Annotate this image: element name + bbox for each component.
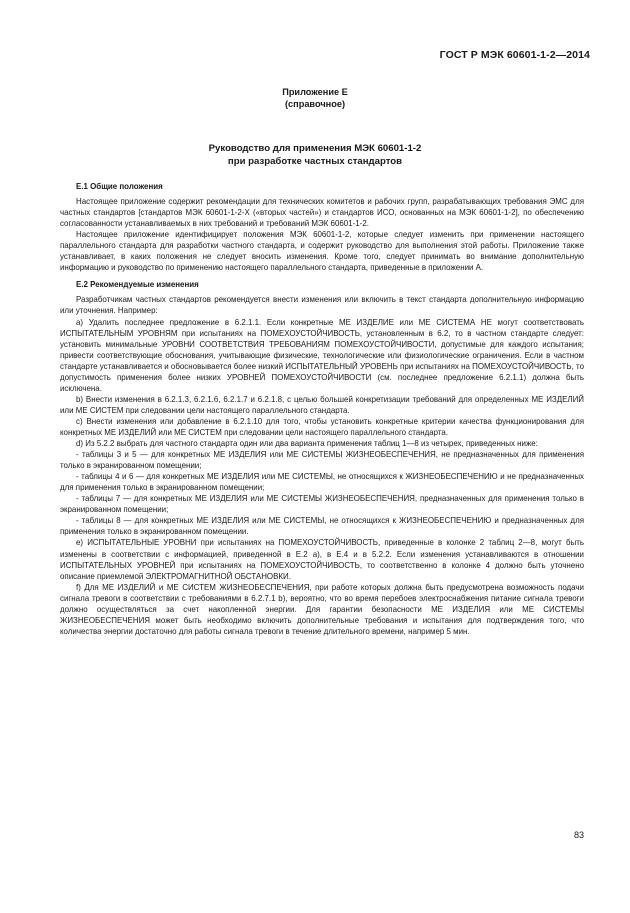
paragraph: Разработчикам частных стандартов рекомендуется внести изменения или включить в текст стандарта дополнительную информацию или уточнения. Например: [60,295,584,316]
section-heading-e2: Е.2 Рекомендуемые изменения [76,280,199,290]
document-code: ГОСТ Р МЭК 60601-1-2—2014 [439,49,590,61]
annex-title: Приложение Е [282,87,348,97]
list-item-f: f) Для МЕ ИЗДЕЛИЙ и МЕ СИСТЕМ ЖИЗНЕОБЕСПЕЧЕНИЯ, при работе которых должна быть предусмотрена возможность подачи сигнала тревоги в соответствии с требованиями в 6.2.7.1 b), вероятно, что во время перебоев электроснабжения питание сигнала тревоги должно осуществляться за счет накопленной энергии. Для гарантии безопасности МЕ ИЗДЕЛИЯ или МЕ СИСТЕМЫ ЖИЗНЕОБЕСПЕЧЕНИЯ может быть необходимо включить дополнительные требования и испытания для подтверждения того, что количества энергии достаточно для работы сигнала тревоги в течение длительного времени, например 5 мин. [60,582,584,636]
annex-heading-line-1: Руководство для применения МЭК 60601-1-2 [208,143,422,154]
annex-heading-line-2: при разработке частных стандартов [227,156,403,167]
document-body [60,181,584,637]
list-item-d: d) Из 5.2.2 выбрать для частного стандарта один или два варианта применения таблиц 1—8 из четырех, приведенных ниже: [76,439,538,449]
list-item-c: с) Внести изменения или добавление в 6.2.1.10 для того, чтобы установить конкретные критерии качества функционирования для конкретных МЕ ИЗДЕЛИЙ или МЕ СИСТЕМ при следовании цели настоящего параллельного стандарта. [60,416,584,437]
paragraph: Настоящее приложение содержит рекомендации для технических комитетов и рабочих групп, разрабатывающих требования ЭМС для частных стандартов [стандартов МЭК 60601-1-2-Х («вторых частей») и стандартов ИСО, основанных на МЭК 60601-1-2], по обеспечению согласованности устанавливаемых в них требований и требований МЭК 60601-1-2. [60,197,584,229]
page-number: 83 [573,830,584,840]
list-subitem: - таблицы 7 — для конкретных МЕ ИЗДЕЛИЯ или МЕ СИСТЕМЫ ЖИЗНЕОБЕСПЕЧЕНИЯ, предназначенных для применения только в экранированном помещении; [60,494,584,515]
list-subitem: - таблицы 8 — для конкретных МЕ ИЗДЕЛИЯ или МЕ СИСТЕМЫ, не относящихся к ЖИЗНЕОБЕСПЕЧЕНИЮ и предназначенных для применения только в экранированном помещении. [60,516,584,537]
list-item-b: b) Внести изменения в 6.2.1.3, 6.2.1.6, 6.2.1.7 и 6.2.1.8, с целью большей конкретизации требований для определенных МЕ ИЗДЕЛИЙ или МЕ СИСТЕМ при следовании цели настоящего параллельного стандарта. [60,394,584,415]
section-heading-e1: Е.1 Общие положения [76,182,163,191]
list-subitem: - таблицы 3 и 5 — для конкретных МЕ ИЗДЕЛИЯ или МЕ СИСТЕМЫ ЖИЗНЕОБЕСПЕЧЕНИЯ, не предназначенных для применения только в экранированном помещении; [60,450,584,471]
list-item-e: е) ИСПЫТАТЕЛЬНЫЕ УРОВНИ при испытаниях на ПОМЕХОУСТОЙЧИВОСТЬ, приведенные в колонке 2 таблиц 2—8, могут быть изменены в соответствии с информацией, приведенной в Е.2 а), в Е.4 и в 5.2.2. Если изменения устанавливаются в отношении ИСПЫТАТЕЛЬНЫХ УРОВНЕЙ при испытаниях на ПОМЕХОУСТОЙЧИВОСТЬ, то соответственно в колонке 4 должно быть уточнено описание приемлемой ЭЛЕКТРОМАГНИТНОЙ ОБСТАНОВКИ. [60,538,584,581]
annex-heading [0,142,630,168]
paragraph: Настоящее приложение идентифицирует положения МЭК 60601-1-2, которые следует изменить при применении настоящего параллельного стандарта для разработки частного стандарта, и содержит руководство для выполнения этой работы. Приложение также устанавливает, в каких положения не следует вносить изменения. Кроме того, следует принимать во внимание дополнительную информацию и руководство по применению настоящего параллельного стандарта, приведенные в приложении А. [60,230,584,273]
annex-type: (справочное) [284,99,345,109]
annex-label [0,86,630,110]
list-subitem: - таблицы 4 и 6 — для конкретных МЕ ИЗДЕЛИЯ или МЕ СИСТЕМЫ, не относящихся к ЖИЗНЕОБЕСПЕЧЕНИЮ и не предназначенных для применения только в экранированном помещении; [60,472,584,493]
list-item-a: а) Удалить последнее предложение в 6.2.1.1. Если конкретные МЕ ИЗДЕЛИЕ или МЕ СИСТЕМА НЕ могут соответствовать ИСПЫТАТЕЛЬНЫМ УРОВНЯМ при испытаниях на ПОМЕХОУСТОЙЧИВОСТЬ, установленным в 6.2, то в частном стандарте следует: установить минимальные УРОВНИ СООТВЕТСТВИЯ ТРЕБОВАНИЯМ ПОМЕХОУСТОЙЧИВОСТИ, допустимые для каждого испытания; привести соответствующие обоснования, учитывающие физические, технологические или физиологические ограничения. Если в частном стандарте устанавливается и обосновывается более низкий ИСПЫТАТЕЛЬНЫЙ УРОВЕНЬ при испытаниях на ПОМЕХОУСТОЙЧИВОСТЬ, то допустимость применения более низких УРОВНЕЙ ПОМЕХОУСТОЙЧИВОСТИ (см. последнее предложение 6.2.1.1) должна быть исключена. [60,317,584,393]
